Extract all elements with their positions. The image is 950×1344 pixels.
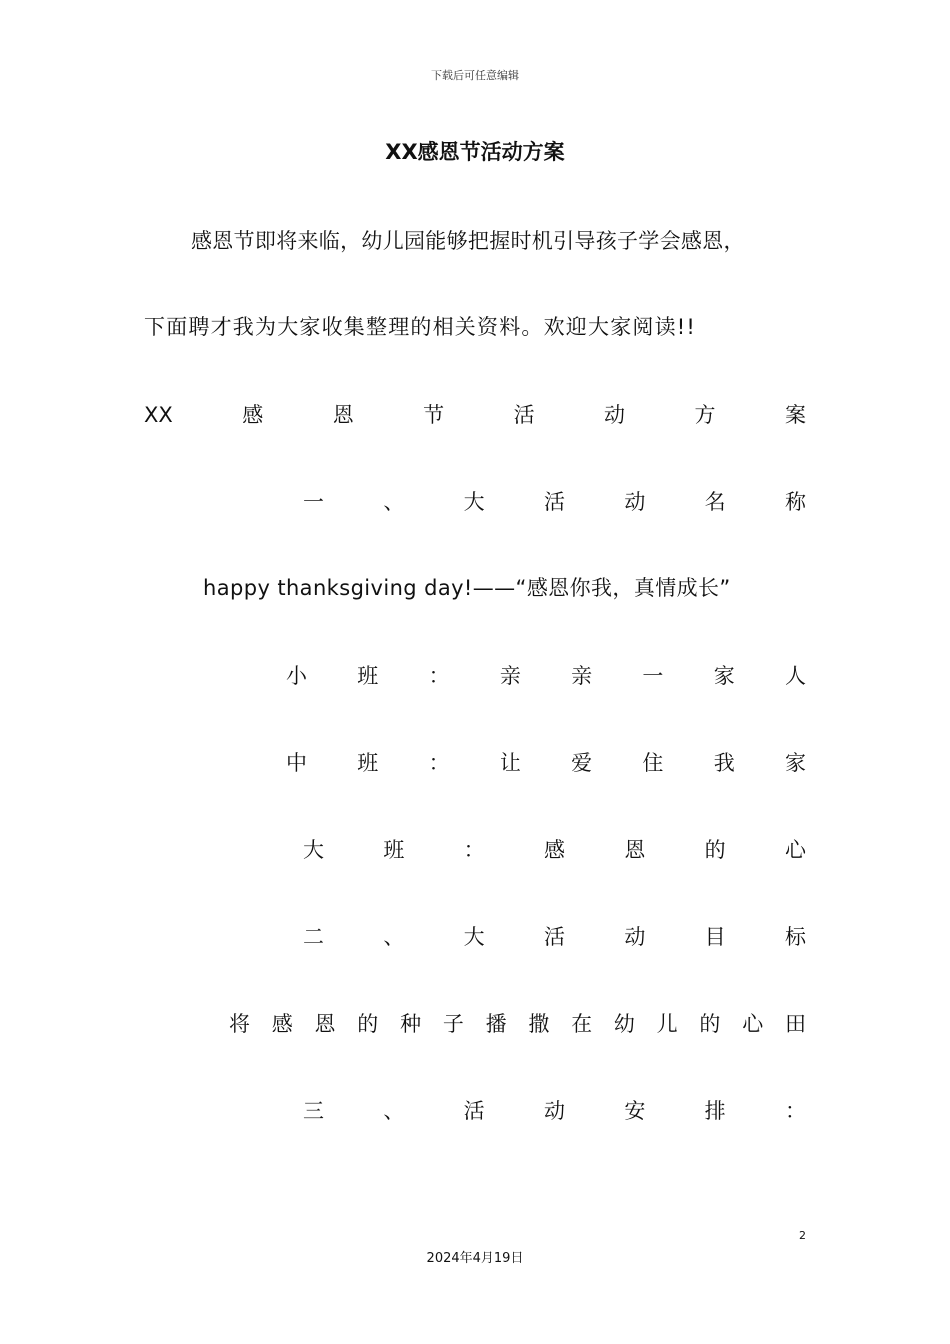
big-class-char: 恩 [624,838,646,862]
goal-char: 种 [400,1012,422,1036]
plan-title-char: 方 [694,403,716,427]
section2-char: 大 [463,925,485,949]
small-class-char: ： [428,664,450,688]
section3-char: 三 [303,1099,324,1123]
section3-char: 安 [624,1099,646,1123]
small-class-char: 小 [286,664,307,688]
small-class-char: 班 [357,664,379,688]
small-class-char: 亲 [571,664,593,688]
section1-char: 名 [704,490,726,514]
goal-char: 子 [442,1012,464,1036]
goal-char: 撒 [528,1012,550,1036]
section1-char: 、 [383,490,405,514]
section3-char: ： [784,1099,806,1123]
goal-char: 儿 [656,1012,678,1036]
section3-char: 排 [704,1099,726,1123]
section1-char: 活 [543,490,565,514]
middle-class-char: ： [428,751,450,775]
middle-class-char: 让 [499,751,521,775]
section3-char: 动 [543,1099,565,1123]
small-class-char: 亲 [499,664,521,688]
small-class-line [286,661,806,691]
big-class-char: 心 [784,838,806,862]
goal-char: 感 [271,1012,293,1036]
big-class-char: 班 [383,838,405,862]
intro-line-1: 感恩节即将来临，幼儿园能够把握时机引导孩子学会感恩， [191,229,745,253]
middle-class-line [286,748,806,778]
intro-line-2: 下面聘才我为大家收集整理的相关资料。欢迎大家阅读!! [144,315,697,339]
goal-line [229,1009,806,1039]
middle-class-char: 我 [713,751,735,775]
middle-class-char: 中 [286,751,307,775]
plan-title-char: 动 [604,403,626,427]
goal-char: 的 [357,1012,379,1036]
small-class-char: 一 [642,664,664,688]
goal-char: 幼 [613,1012,635,1036]
big-class-char: 的 [704,838,726,862]
middle-class-char: 住 [642,751,664,775]
section1-char: 称 [784,490,806,514]
plan-title-char: 活 [513,403,535,427]
plan-title-line [144,400,806,430]
goal-char: 的 [699,1012,721,1036]
big-class-line [303,835,806,865]
plan-title-char: 恩 [332,403,354,427]
plan-title-char: 感 [242,403,264,427]
section-3-heading [303,1096,806,1126]
small-class-char: 人 [784,664,806,688]
goal-char: 恩 [314,1012,336,1036]
big-class-char: ： [463,838,485,862]
section1-char: 一 [303,490,324,514]
big-class-char: 大 [303,838,324,862]
header-note: 下载后可任意编辑 [431,69,519,82]
page-number: 2 [799,1229,806,1242]
goal-char: 将 [229,1012,250,1036]
small-class-char: 家 [713,664,735,688]
plan-title-char: 案 [784,403,806,427]
slogan-line: happy thanksgiving day!——“感恩你我，真情成长” [203,576,731,600]
section2-char: 标 [784,925,806,949]
section3-char: 、 [383,1099,405,1123]
middle-class-char: 班 [357,751,379,775]
section-1-heading [303,487,806,517]
section1-char: 大 [463,490,485,514]
footer-date: 2024年4月19日 [426,1251,524,1266]
middle-class-char: 家 [784,751,806,775]
section2-char: 二 [303,925,324,949]
section1-char: 动 [624,490,646,514]
section-2-heading [303,922,806,952]
middle-class-char: 爱 [571,751,593,775]
goal-char: 心 [742,1012,764,1036]
goal-char: 田 [784,1012,806,1036]
section2-char: 活 [543,925,565,949]
section2-char: 动 [624,925,646,949]
plan-title-char: XX [144,403,173,427]
goal-char: 在 [571,1012,593,1036]
section2-char: 目 [704,925,726,949]
document-title: XX感恩节活动方案 [385,140,565,164]
big-class-char: 感 [543,838,565,862]
section3-char: 活 [463,1099,485,1123]
goal-char: 播 [485,1012,507,1036]
plan-title-char: 节 [423,403,445,427]
section2-char: 、 [383,925,405,949]
